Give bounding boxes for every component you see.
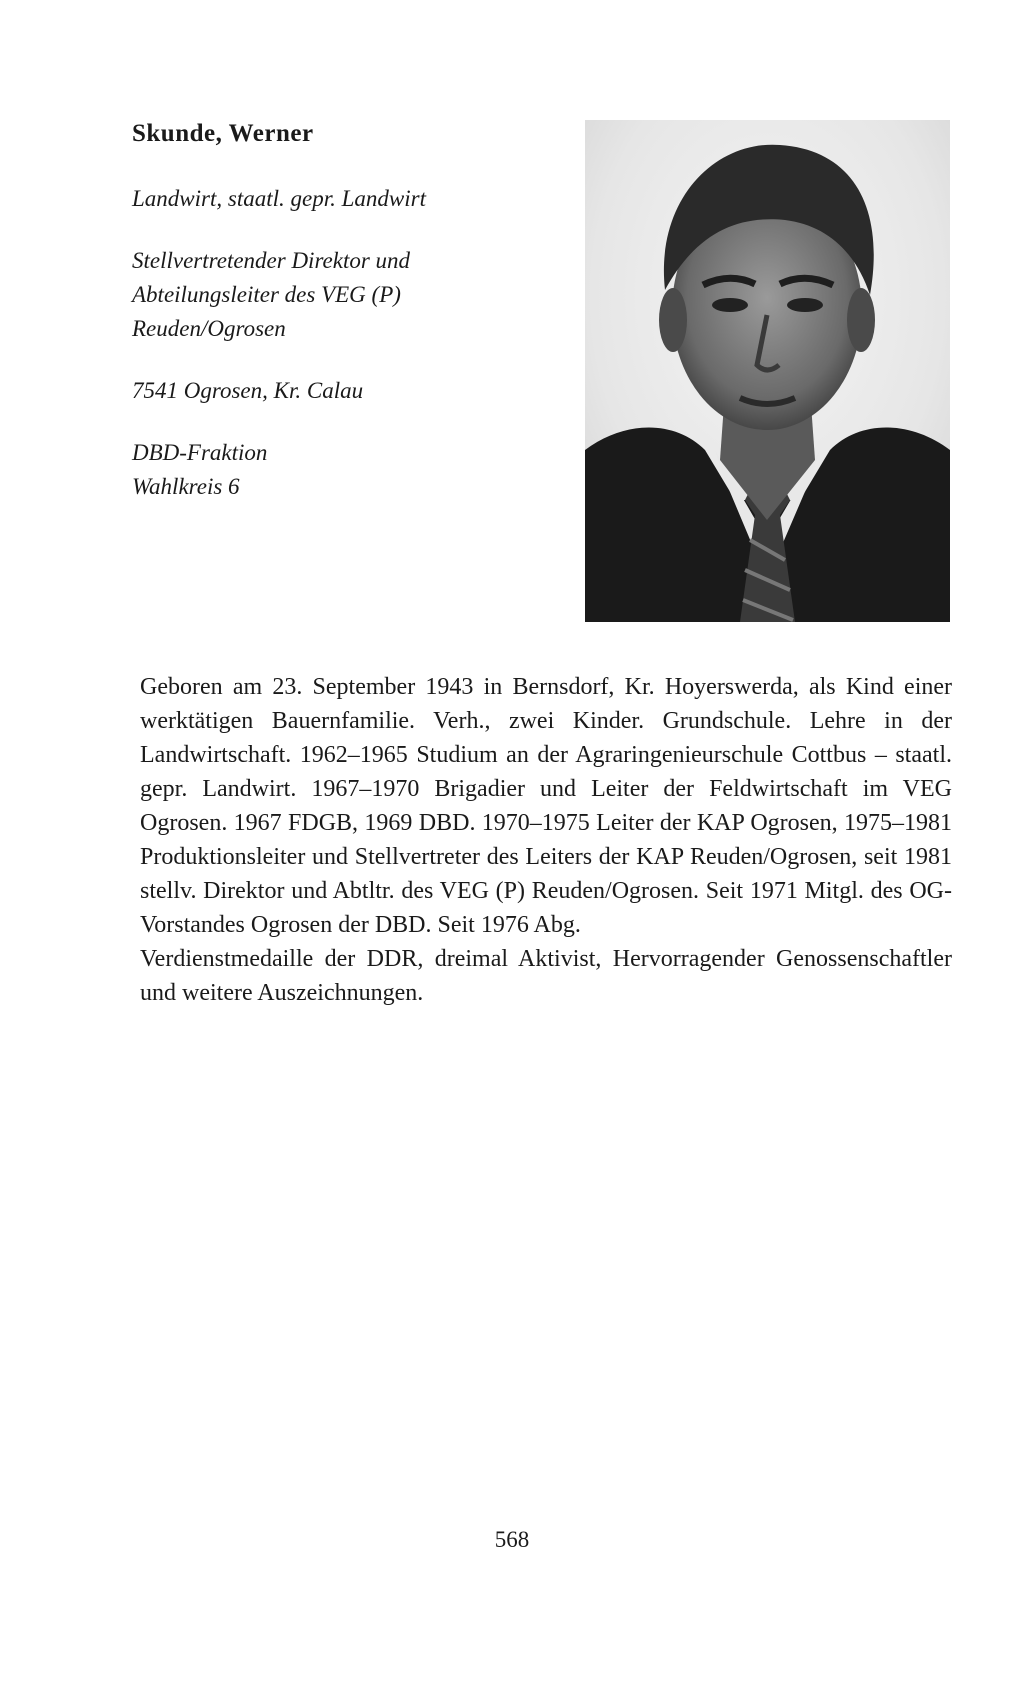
person-info xyxy=(132,182,572,532)
portrait-image xyxy=(585,120,950,622)
awards-paragraph: Verdienstmedaille der DDR, dreimal Aktivist, Hervorragender Genossenschaftler und weitere Auszeichnungen. xyxy=(140,946,952,1006)
faction: DBD-Fraktion xyxy=(132,440,268,465)
profession: Landwirt, staatl. gepr. Landwirt xyxy=(132,186,426,211)
faction-block xyxy=(132,436,572,504)
portrait-photo xyxy=(585,120,950,622)
position-line: Reuden/Ogrosen xyxy=(132,316,286,341)
address: 7541 Ogrosen, Kr. Calau xyxy=(132,378,364,403)
position-line: Abteilungsleiter des VEG (P) xyxy=(132,282,401,307)
person-name: Skunde, Werner xyxy=(132,120,314,147)
biography-paragraph: Geboren am 23. September 1943 in Bernsdorf, Kr. Hoyerswerda, als Kind einer werktätigen Bauernfamilie. Verh., zwei Kinder. Grundschule. Lehre in der Landwirtschaft. 1962–1965 Studium an der Agraringenieurschule Cottbus – staatl. gepr. Landwirt. 1967–1970 Brigadier und Leiter der Feldwirtschaft im VEG Ogrosen. 1967 FDGB, 1969 DBD. 1970–1975 Leiter der KAP Ogrosen, 1975–1981 Produktionsleiter und Stellvertreter des Leiters der KAP Reuden/Ogrosen, seit 1981 stellv. Direktor und Abtltr. des VEG (P) Reuden/Ogrosen. Seit 1971 Mitgl. des OG-Vorstandes Ogrosen der DBD. Seit 1976 Abg. xyxy=(140,674,952,938)
position xyxy=(132,244,572,346)
biography xyxy=(140,670,952,1010)
constituency: Wahlkreis 6 xyxy=(132,474,240,499)
page-number: 568 xyxy=(494,1527,530,1552)
position-line: Stellvertretender Direktor und xyxy=(132,248,411,273)
